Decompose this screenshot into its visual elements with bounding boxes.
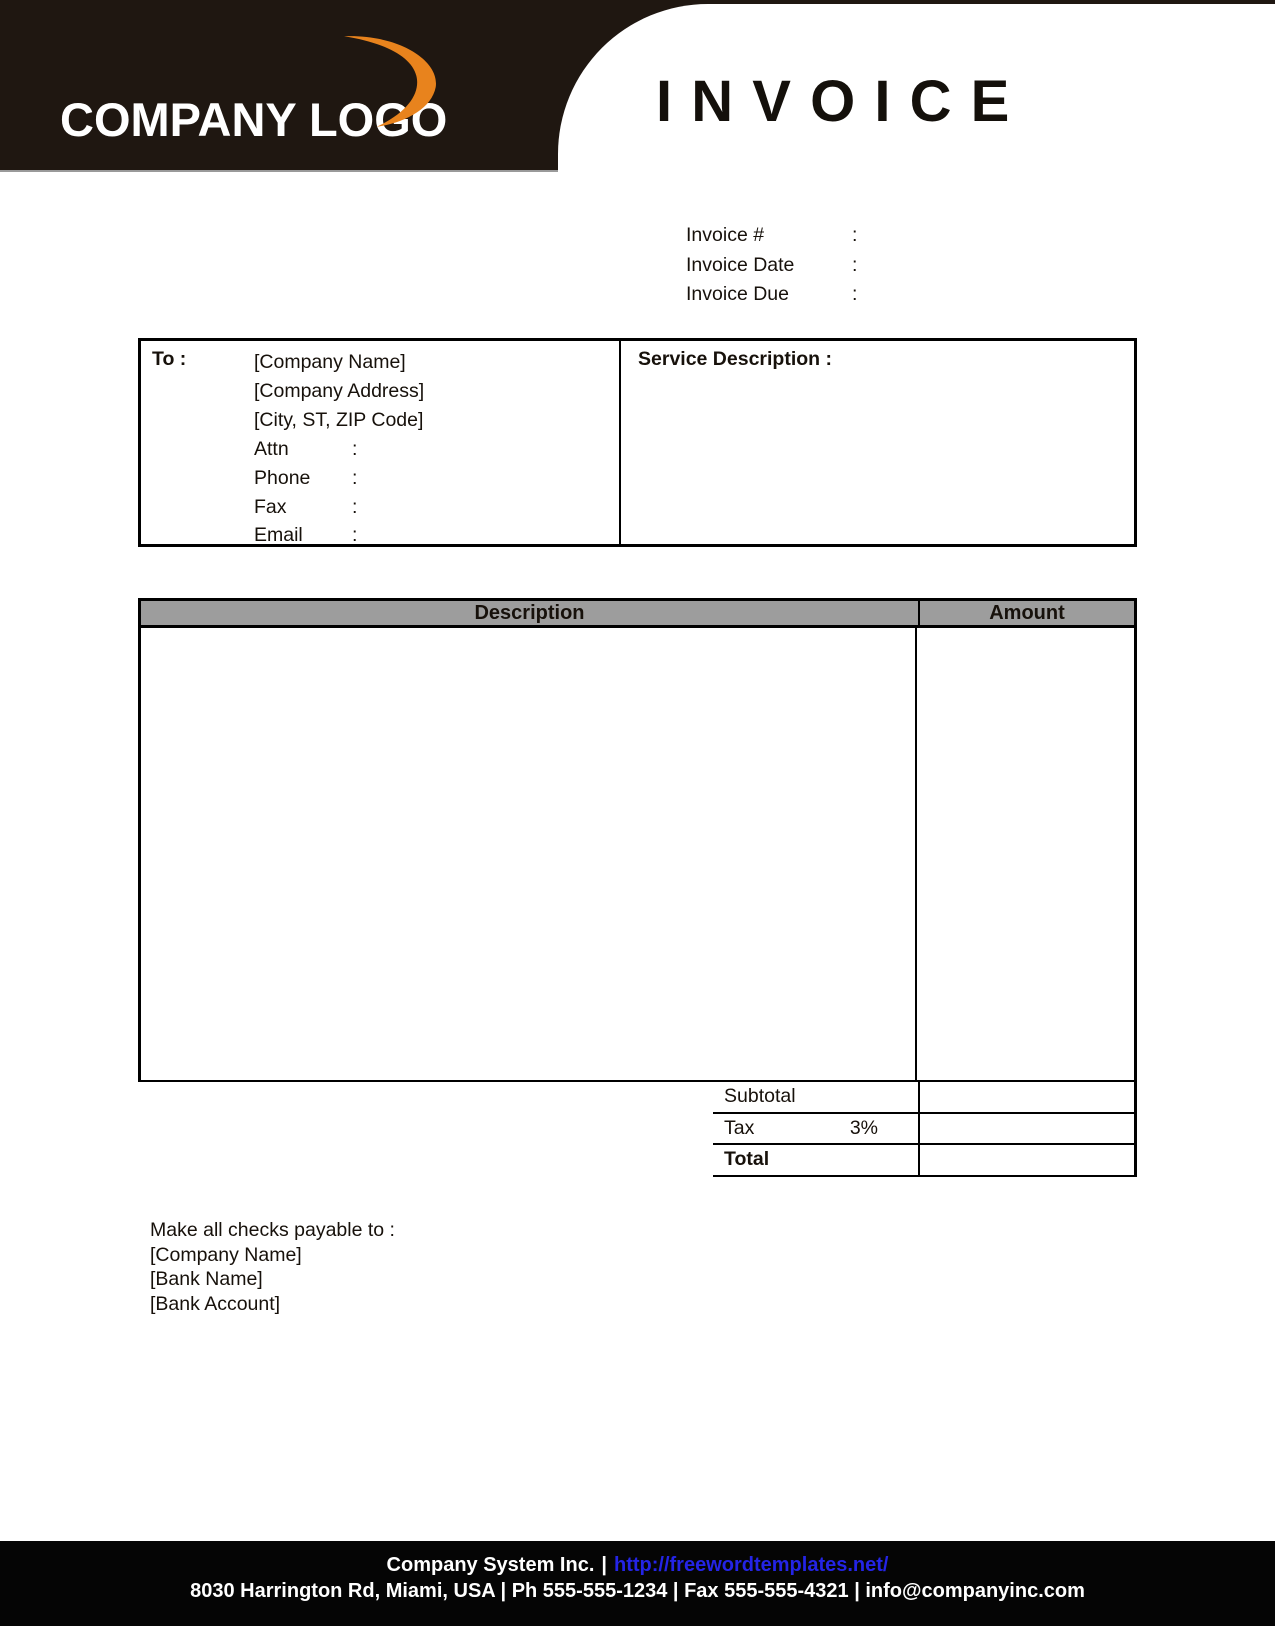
logo-swoosh-icon (340, 34, 452, 128)
phone-field (254, 464, 619, 493)
attn-label: Attn (254, 437, 289, 460)
tax-amount-cell (918, 1114, 1134, 1144)
footer-company-line (0, 1552, 1275, 1578)
email-field (254, 521, 619, 550)
payment-note (150, 1218, 395, 1316)
amount-column-header: Amount (918, 601, 1134, 625)
invoice-meta (686, 221, 857, 309)
description-column-header: Description (474, 602, 585, 624)
recipient-city-line: [City, ST, ZIP Code] (254, 408, 424, 431)
document-title: INVOICE (656, 69, 1029, 134)
total-row (713, 1145, 1134, 1177)
invoice-due-label: Invoice Due (686, 282, 789, 305)
recipient-details (254, 348, 619, 547)
footer-contact-line: 8030 Harrington Rd, Miami, USA | Ph 555-555-1234 | Fax 555-555-4321 | info@companyinc.com (190, 1580, 1085, 1602)
tax-label: Tax (724, 1116, 755, 1139)
invoice-number-row (686, 221, 857, 250)
fax-label: Fax (254, 495, 287, 518)
invoice-number-label: Invoice # (686, 224, 765, 247)
service-description-cell (619, 341, 1134, 544)
subtotal-label: Subtotal (724, 1085, 796, 1108)
tax-label-cell (713, 1117, 918, 1140)
totals-table (713, 1082, 1137, 1177)
recipient-company-address: [Company Address] (254, 379, 425, 402)
fax-colon: : (352, 495, 358, 518)
subtotal-label-cell (713, 1085, 918, 1108)
tax-row (713, 1114, 1134, 1146)
phone-label: Phone (254, 466, 311, 489)
recipient-cell (141, 341, 619, 547)
items-column-divider (915, 628, 917, 1080)
invoice-date-row (686, 250, 857, 279)
invoice-date-label: Invoice Date (686, 253, 795, 276)
phone-colon: : (352, 466, 358, 489)
logo-swoosh-shape (344, 36, 436, 127)
items-table-body (138, 628, 1137, 1082)
footer-band (0, 1541, 1275, 1626)
to-label: To : (152, 348, 187, 370)
footer-company-name: Company System Inc. (386, 1554, 595, 1576)
invoice-due-row (686, 280, 857, 309)
invoice-due-colon: : (852, 282, 858, 305)
items-table-header (138, 598, 1137, 628)
subtotal-row (713, 1082, 1134, 1114)
company-logo-text: COMPANY LOGO (60, 93, 448, 146)
footer-website-link[interactable]: http://freewordtemplates.net/ (613, 1554, 889, 1576)
attn-field (254, 435, 619, 464)
total-label-cell (713, 1148, 918, 1171)
payment-note-company: [Company Name] (150, 1243, 302, 1266)
total-amount-cell (918, 1145, 1134, 1175)
payment-note-bank-account: [Bank Account] (150, 1292, 281, 1315)
subtotal-amount-cell (918, 1082, 1134, 1112)
invoice-number-colon: : (852, 224, 858, 247)
attn-colon: : (352, 437, 358, 460)
email-colon: : (352, 524, 358, 547)
header-band (0, 0, 1275, 170)
fax-field (254, 493, 619, 522)
header-white-curve (558, 4, 1275, 174)
total-label: Total (724, 1148, 770, 1171)
email-label: Email (254, 524, 303, 547)
payment-note-line: Make all checks payable to : (150, 1219, 395, 1241)
footer-separator: | (601, 1554, 607, 1576)
recipient-box (138, 338, 1137, 547)
invoice-date-colon: : (852, 253, 858, 276)
recipient-company-name: [Company Name] (254, 351, 406, 373)
service-description-label: Service Description : (638, 348, 832, 370)
tax-rate: 3% (849, 1116, 878, 1139)
payment-note-bank-name: [Bank Name] (150, 1268, 263, 1291)
